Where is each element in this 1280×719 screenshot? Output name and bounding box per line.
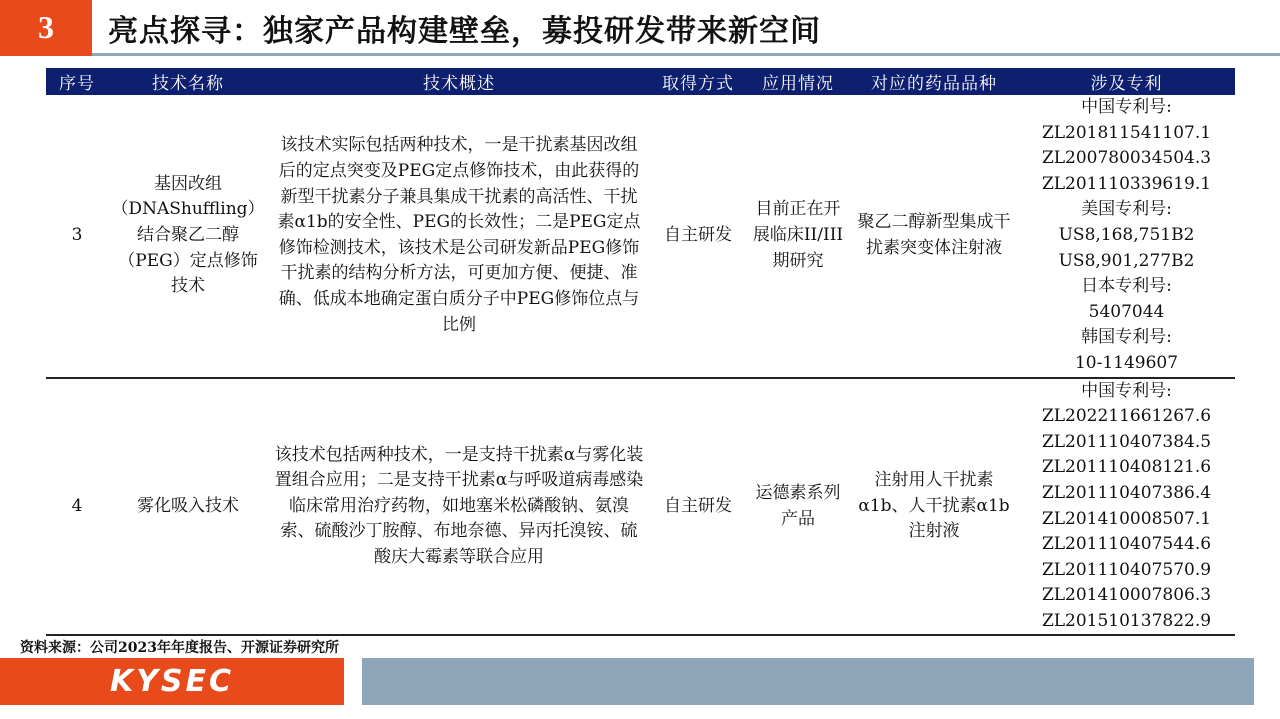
column-header-method: 取得方式 (650, 68, 746, 95)
cell-drug: 聚乙二醇新型集成干扰素突变体注射液 (850, 95, 1018, 378)
table-row (46, 95, 1235, 378)
footer-strip (362, 658, 1254, 705)
kysec-logo: KYSEC (109, 664, 235, 699)
column-header-drug: 对应的药品品种 (850, 68, 1018, 95)
technology-table (46, 68, 1235, 636)
header-rule (0, 53, 1280, 56)
footer-bar (0, 658, 1280, 705)
cell-tech-name: 雾化吸入技术 (108, 378, 268, 636)
cell-drug: 注射用人干扰素α1b、人干扰素α1b注射液 (850, 378, 1018, 636)
patent-line: ZL201811541107.1 (1041, 122, 1212, 143)
patent-line: ZL200780034504.3 (1041, 148, 1212, 169)
cell-tech-name: 基因改组（DNAShuffling）结合聚乙二醇（PEG）定点修饰技术 (108, 95, 268, 378)
patent-line: US8,901,277B2 (1058, 250, 1195, 271)
column-header-no: 序号 (46, 68, 108, 95)
section-number-badge: 3 (0, 0, 92, 54)
cell-method: 自主研发 (650, 378, 746, 636)
page-header (0, 0, 1280, 58)
patent-line: 韩国专利号: (1081, 327, 1172, 348)
patent-line: 5407044 (1088, 301, 1165, 322)
patent-line: 日本专利号: (1081, 276, 1172, 297)
footer-logo-box (0, 658, 344, 705)
patent-line: ZL201110407570.9 (1041, 559, 1212, 580)
table-header-row (46, 68, 1235, 95)
cell-overview: 该技术实际包括两种技术，一是干扰素基因改组后的定点突变及PEG定点修饰技术，由此获得的新型干扰素分子兼具集成干扰素的高活性、干扰素α1b的安全性、PEG的长效性；二是PEG定点修饰检测技术，该技术是公司研发新品PEG修饰干扰素的结构分析方法，可更加方便、便捷、准确、低成本地确定蛋白质分子中PEG修饰位点与比例 (268, 95, 650, 378)
patent-line: ZL201110407384.5 (1041, 431, 1212, 452)
column-header-overview: 技术概述 (268, 68, 650, 95)
patent-line: 中国专利号: (1081, 380, 1172, 401)
cell-no: 3 (46, 95, 108, 378)
patent-line: ZL201110408121.6 (1041, 457, 1212, 478)
patent-line: 中国专利号: (1081, 97, 1172, 117)
cell-overview: 该技术包括两种技术，一是支持干扰素α与雾化装置组合应用；二是支持干扰素α与呼吸道病毒感染临床常用治疗药物，如地塞米松磷酸钠、氨溴索、硫酸沙丁胺醇、布地奈德、异丙托溴铵、硫酸庆大霉素等联合应用 (268, 378, 650, 636)
column-header-patents: 涉及专利 (1018, 68, 1235, 95)
patent-line: ZL202211661267.6 (1041, 406, 1212, 427)
patent-line: ZL201110407544.6 (1041, 534, 1212, 555)
patent-line: ZL201410007806.3 (1041, 585, 1212, 606)
patent-line: ZL201510137822.9 (1041, 610, 1212, 631)
patent-line: US8,168,751B2 (1058, 224, 1195, 245)
source-note: 资料来源：公司2023年年度报告、开源证券研究所 (20, 640, 339, 656)
patent-line: ZL201110339619.1 (1041, 173, 1212, 194)
patent-line: 美国专利号: (1081, 199, 1172, 220)
column-header-status: 应用情况 (746, 68, 850, 95)
cell-patents (1018, 95, 1235, 378)
column-header-name: 技术名称 (108, 68, 268, 95)
cell-no: 4 (46, 378, 108, 636)
table-row (46, 378, 1235, 636)
cell-patents (1018, 378, 1235, 636)
cell-status: 目前正在开展临床II/III期研究 (746, 95, 850, 378)
cell-status: 运德素系列产品 (746, 378, 850, 636)
page-title: 亮点探寻：独家产品构建壁垒，募投研发带来新空间 (108, 14, 821, 49)
cell-method: 自主研发 (650, 95, 746, 378)
patent-line: ZL201110407386.4 (1041, 482, 1212, 503)
patent-line: 10-1149607 (1074, 352, 1179, 373)
patent-line: ZL201410008507.1 (1041, 508, 1212, 529)
